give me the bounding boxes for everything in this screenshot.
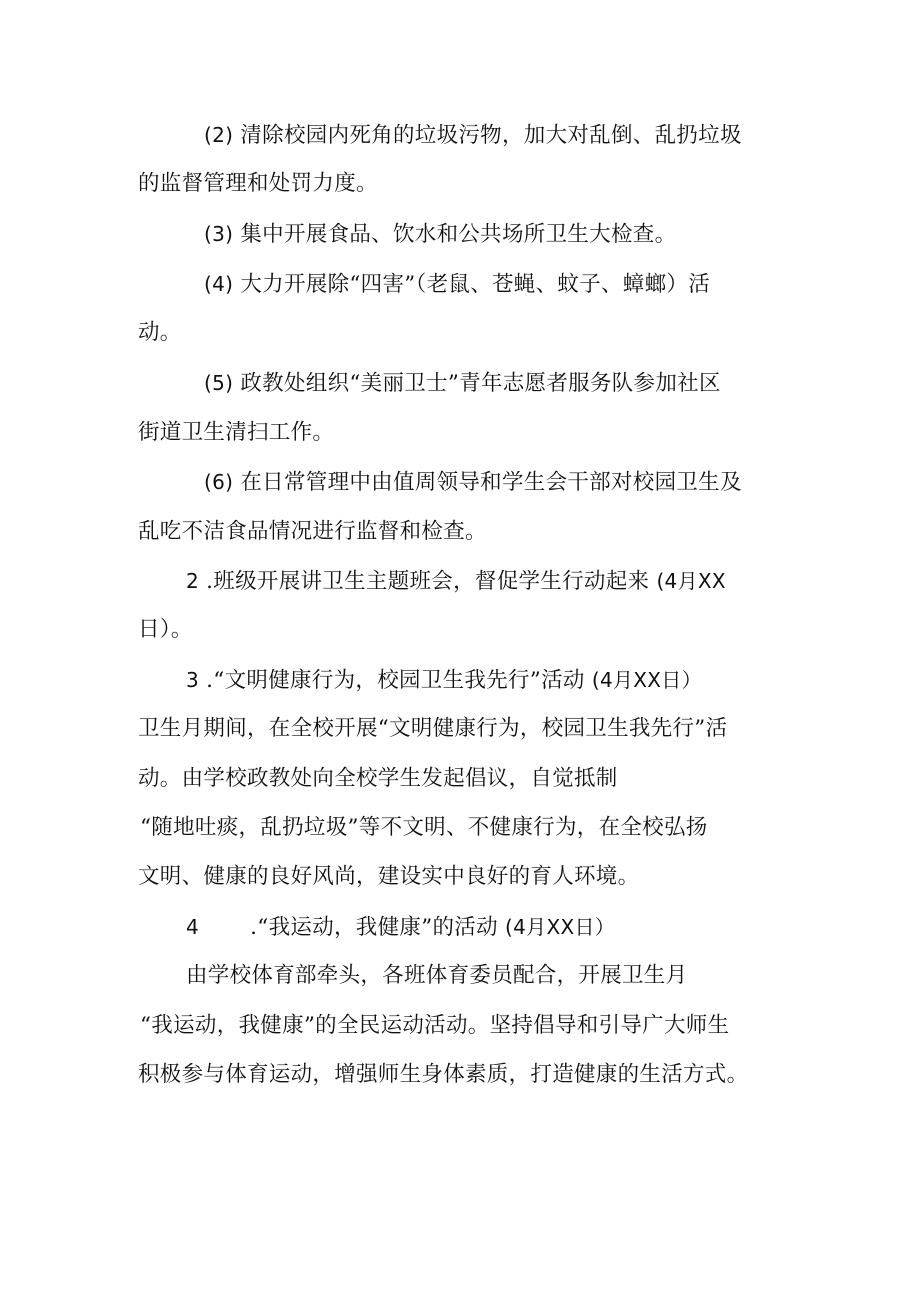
- section-3-body-line-3: “随地吐痰，乱扔垃圾”等不文明、不健康行为，在全校弘扬: [140, 815, 708, 840]
- section-4-body-line-1: 由学校体育部牵头，各班体育委员配合，开展卫生月: [186, 963, 688, 988]
- item-6-number: (6): [204, 470, 234, 494]
- item-6-line-2: 乱吃不洁食品情况进行监督和检查。: [138, 519, 487, 544]
- section-4-number: 4: [186, 915, 200, 939]
- item-3-text: 集中开展食品、饮水和公共场所卫生大检查。: [240, 222, 677, 247]
- item-5-number: (5): [204, 371, 234, 395]
- section-2-heading: [186, 566, 726, 597]
- section-2-date: (4月XX: [656, 569, 726, 593]
- item-2-line-1: [204, 120, 742, 151]
- section-4-heading: [186, 912, 615, 943]
- item-5-line-2: 街道卫生清扫工作。: [138, 420, 335, 445]
- section-3-body-line-1: 卫生月期间，在全校开展“文明健康行为，校园卫生我先行”活: [138, 716, 728, 741]
- section-4-title: .“我运动，我健康”的活动: [250, 915, 498, 940]
- item-4-line-1: [204, 269, 710, 300]
- section-4-body-line-3: 积极参与体育运动，增强师生身体素质，打造健康的生活方式。: [138, 1062, 749, 1087]
- item-3-number: (3): [204, 222, 234, 246]
- section-3-body-line-4: 文明、健康的良好风尚，建设实中良好的育人环境。: [138, 864, 640, 889]
- section-3-heading: [186, 665, 702, 696]
- item-6-text: 在日常管理中由值周领导和学生会干部对校园卫生及: [240, 470, 742, 495]
- item-4-number: (4): [204, 272, 234, 296]
- section-4-date: (4月XX日）: [505, 915, 616, 939]
- item-2-line-2: 的监督管理和处罚力度。: [138, 171, 378, 196]
- item-3-line-1: [204, 219, 676, 250]
- item-6-line-1: [204, 467, 742, 498]
- section-3-title: .“文明健康行为，校园卫生我先行”活动: [206, 668, 585, 693]
- item-2-text: 清除校园内死角的垃圾污物，加大对乱倒、乱扔垃圾: [240, 123, 742, 148]
- item-4-line-2: 动。: [138, 320, 182, 345]
- section-4-body-line-2: “我运动，我健康”的全民运动活动。坚持倡导和引导广大师生: [140, 1013, 730, 1038]
- section-2-date-end: 日）。: [138, 617, 193, 642]
- section-3-date: (4月XX日）: [591, 668, 702, 692]
- section-2-number: 2: [186, 569, 200, 593]
- section-3-body-line-2: 动。由学校政教处向全校学生发起倡议，自觉抵制: [138, 766, 618, 791]
- item-5-line-1: [204, 368, 721, 399]
- section-3-number: 3: [186, 668, 200, 692]
- item-4-text: 大力开展除“四害”（老鼠、苍蝇、蚊子、蟑螂）活: [240, 272, 711, 297]
- item-5-text: 政教处组织“美丽卫士”青年志愿者服务队参加社区: [240, 371, 721, 396]
- item-2-number: (2): [204, 123, 234, 147]
- section-2-title: .班级开展讲卫生主题班会，督促学生行动起来: [206, 569, 650, 594]
